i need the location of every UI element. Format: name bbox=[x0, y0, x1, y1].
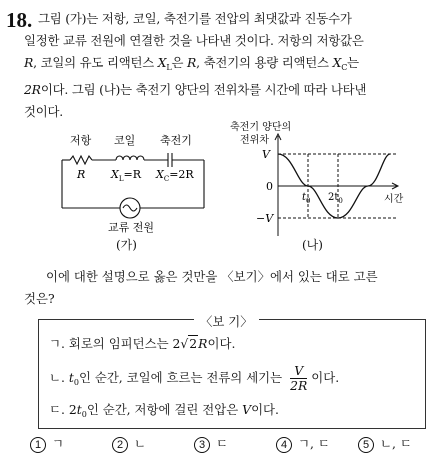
figure-a-caption: (가) bbox=[116, 238, 137, 252]
prompt-line-2: 것은? bbox=[24, 291, 55, 306]
capacitor-value: $X_C=2R$ bbox=[156, 168, 194, 183]
choice-2[interactable]: 2 ㄴ bbox=[112, 434, 146, 453]
question-stem bbox=[24, 8, 430, 123]
bogi-title: 〈보 기〉 bbox=[194, 312, 259, 330]
stem-line-3: R, 코일의 유도 리액턴스 $X_L$은 R, 축전기의 용량 리액턴스 $X_C$는 bbox=[24, 55, 359, 72]
choice-1[interactable]: 1 ㄱ bbox=[30, 434, 64, 453]
stem-line-5: 것이다. bbox=[24, 104, 64, 119]
bogi-item-2: ㄴ. $t_0$인 순간, 코일에 흐르는 전류의 세기는 $\frac{V}{2R}$ 이다. bbox=[49, 363, 340, 393]
choice-3[interactable]: 3 ㄷ bbox=[194, 434, 228, 453]
coil-symbol bbox=[116, 156, 144, 160]
graph-ylabel-line2: 전위차 bbox=[240, 135, 269, 146]
resistor-label: 저항 bbox=[70, 134, 92, 147]
coil-value: $X_L=R$ bbox=[111, 168, 141, 183]
resistor-symbol bbox=[70, 156, 92, 164]
question-number: 18. bbox=[6, 8, 33, 32]
capacitor-label: 축전기 bbox=[160, 134, 192, 147]
bogi-item-1: ㄱ. 회로의 임피던스는 2√2R이다. bbox=[49, 336, 236, 351]
bogi-box bbox=[38, 319, 426, 429]
stem-line-2: 일정한 교류 전원에 연결한 것을 나타낸 것이다. 저항의 저항값은 bbox=[24, 33, 364, 48]
choice-5[interactable]: 5 ㄴ, ㄷ bbox=[358, 434, 412, 453]
fraction-V-over-2R: $\frac{V}{2R}$ bbox=[290, 363, 308, 393]
stem-line-4: 2R이다. 그림 (나)는 축전기 양단의 전위차를 시간에 따라 나타낸 bbox=[24, 82, 367, 97]
ytick-V: V bbox=[262, 148, 270, 161]
figure-b-caption: (나) bbox=[302, 238, 323, 252]
xtick-2t0: $2t_0$ bbox=[328, 192, 343, 205]
ac-source-label: 교류 전원 bbox=[108, 221, 155, 234]
question-prompt bbox=[24, 266, 430, 310]
choice-4[interactable]: 4 ㄱ, ㄷ bbox=[276, 434, 330, 453]
resistor-value: R bbox=[77, 168, 86, 181]
graph-ylabel-line1: 축전기 양단의 bbox=[230, 122, 292, 133]
coil-label: 코일 bbox=[114, 134, 136, 147]
xtick-t0: $t_0$ bbox=[302, 192, 311, 205]
ytick-0: 0 bbox=[266, 180, 273, 193]
stem-line-1: 그림 (가)는 저항, 코일, 축전기를 전압의 최댓값과 진동수가 bbox=[38, 11, 352, 26]
circuit-diagram bbox=[56, 130, 211, 250]
sqrt-symbol: √2 bbox=[180, 336, 198, 351]
ytick-minus-V: −V bbox=[256, 212, 274, 225]
graph-xlabel: 시간 bbox=[384, 194, 404, 205]
bogi-item-3: ㄷ. $2t_0$인 순간, 저항에 걸린 전압은 V이다. bbox=[49, 402, 279, 419]
prompt-line-1: 이에 대한 설명으로 옳은 것만을 〈보기〉에서 있는 대로 고른 bbox=[46, 269, 378, 284]
